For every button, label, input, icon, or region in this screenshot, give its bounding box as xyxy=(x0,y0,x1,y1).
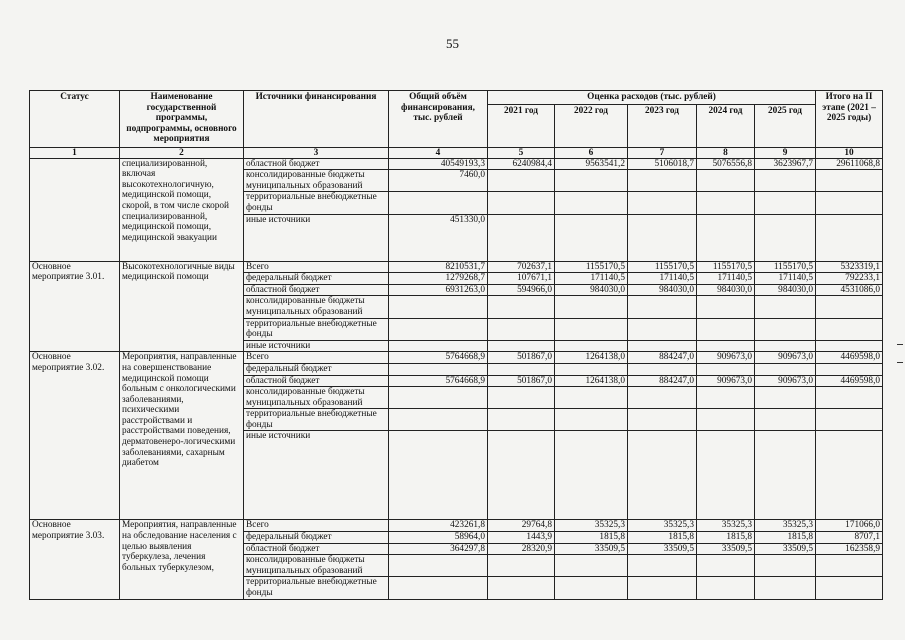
total-value-cell xyxy=(389,431,488,520)
year-value-cell: 909673,0 xyxy=(697,375,755,387)
year-value-cell: 702637,1 xyxy=(488,261,555,273)
itog-value-cell xyxy=(816,318,883,340)
source-cell: Всего xyxy=(244,352,389,364)
year-value-cell xyxy=(555,214,628,261)
total-value-cell: 8210531,7 xyxy=(389,261,488,273)
year-value-cell xyxy=(488,170,555,192)
year-value-cell xyxy=(697,340,755,352)
year-value-cell: 884247,0 xyxy=(628,352,697,364)
year-value-cell: 33509,5 xyxy=(628,543,697,555)
year-value-cell: 1264138,0 xyxy=(555,352,628,364)
header-name: Наименование государственной программы, подпрограммы, основного мероприятия xyxy=(120,91,244,148)
total-value-cell: 423261,8 xyxy=(389,520,488,532)
year-value-cell xyxy=(555,409,628,431)
status-cell: Основное мероприятие 3.02. xyxy=(30,352,120,520)
year-value-cell: 909673,0 xyxy=(697,352,755,364)
header-year: 2024 год xyxy=(697,104,755,147)
year-value-cell xyxy=(628,192,697,214)
year-value-cell xyxy=(628,577,697,599)
year-value-cell xyxy=(697,431,755,520)
year-value-cell: 984030,0 xyxy=(697,284,755,296)
status-cell: Основное мероприятие 3.01. xyxy=(30,261,120,352)
margin-mark xyxy=(897,362,903,363)
column-number: 9 xyxy=(755,147,816,158)
column-number: 8 xyxy=(697,147,755,158)
year-value-cell: 28320,9 xyxy=(488,543,555,555)
year-value-cell xyxy=(697,296,755,318)
column-number: 10 xyxy=(816,147,883,158)
year-value-cell: 1443,9 xyxy=(488,532,555,544)
header-estimate: Оценка расходов (тыс. рублей) xyxy=(488,91,816,105)
year-value-cell: 984030,0 xyxy=(555,284,628,296)
year-value-cell: 33509,5 xyxy=(755,543,816,555)
year-value-cell: 5106018,7 xyxy=(628,158,697,170)
year-value-cell: 171140,5 xyxy=(697,273,755,285)
year-value-cell: 984030,0 xyxy=(755,284,816,296)
year-value-cell xyxy=(488,296,555,318)
itog-value-cell: 792233,1 xyxy=(816,273,883,285)
year-value-cell xyxy=(628,409,697,431)
year-value-cell: 1815,8 xyxy=(697,532,755,544)
column-number: 1 xyxy=(30,147,120,158)
year-value-cell: 501867,0 xyxy=(488,375,555,387)
year-value-cell: 1815,8 xyxy=(755,532,816,544)
year-value-cell xyxy=(628,318,697,340)
year-value-cell: 1155170,5 xyxy=(555,261,628,273)
total-value-cell xyxy=(389,363,488,375)
total-value-cell: 5764668,9 xyxy=(389,375,488,387)
itog-value-cell xyxy=(816,340,883,352)
year-value-cell: 884247,0 xyxy=(628,375,697,387)
year-value-cell xyxy=(697,363,755,375)
year-value-cell: 1815,8 xyxy=(628,532,697,544)
itog-value-cell: 171066,0 xyxy=(816,520,883,532)
itog-value-cell: 8707,1 xyxy=(816,532,883,544)
year-value-cell xyxy=(755,192,816,214)
itog-value-cell xyxy=(816,170,883,192)
header-year: 2022 год xyxy=(555,104,628,147)
year-value-cell xyxy=(628,387,697,409)
year-value-cell: 107671,1 xyxy=(488,273,555,285)
itog-value-cell: 4469598,0 xyxy=(816,375,883,387)
year-value-cell: 3623967,7 xyxy=(755,158,816,170)
source-cell: Всего xyxy=(244,261,389,273)
header-year: 2025 год xyxy=(755,104,816,147)
year-value-cell: 29764,8 xyxy=(488,520,555,532)
year-value-cell: 984030,0 xyxy=(628,284,697,296)
source-cell: территориальные внебюджетные фонды xyxy=(244,318,389,340)
total-value-cell: 7460,0 xyxy=(389,170,488,192)
source-cell: территориальные внебюджетные фонды xyxy=(244,409,389,431)
itog-value-cell xyxy=(816,409,883,431)
year-value-cell xyxy=(755,409,816,431)
source-cell: областной бюджет xyxy=(244,375,389,387)
year-value-cell: 1264138,0 xyxy=(555,375,628,387)
year-value-cell: 35325,3 xyxy=(755,520,816,532)
year-value-cell xyxy=(628,214,697,261)
financing-table xyxy=(29,90,883,600)
total-value-cell xyxy=(389,296,488,318)
year-value-cell xyxy=(488,340,555,352)
year-value-cell xyxy=(555,192,628,214)
year-value-cell xyxy=(755,214,816,261)
year-value-cell: 33509,5 xyxy=(555,543,628,555)
header-total: Общий объём финансирования, тыс. рублей xyxy=(389,91,488,148)
source-cell: консолидированные бюджеты муниципальных образований xyxy=(244,296,389,318)
year-value-cell: 35325,3 xyxy=(555,520,628,532)
source-cell: иные источники xyxy=(244,214,389,261)
year-value-cell: 9563541,2 xyxy=(555,158,628,170)
year-value-cell xyxy=(488,318,555,340)
header-year: 2023 год xyxy=(628,104,697,147)
year-value-cell xyxy=(697,577,755,599)
column-number: 4 xyxy=(389,147,488,158)
total-value-cell xyxy=(389,409,488,431)
year-value-cell: 1815,8 xyxy=(555,532,628,544)
total-value-cell xyxy=(389,577,488,599)
year-value-cell: 6240984,4 xyxy=(488,158,555,170)
source-cell: федеральный бюджет xyxy=(244,363,389,375)
year-value-cell xyxy=(628,555,697,577)
itog-value-cell xyxy=(816,387,883,409)
year-value-cell xyxy=(555,340,628,352)
column-number: 7 xyxy=(628,147,697,158)
year-value-cell xyxy=(628,296,697,318)
total-value-cell: 40549193,3 xyxy=(389,158,488,170)
status-cell: Основное мероприятие 3.03. xyxy=(30,520,120,599)
year-value-cell xyxy=(697,192,755,214)
year-value-cell xyxy=(555,318,628,340)
column-number: 6 xyxy=(555,147,628,158)
year-value-cell xyxy=(488,214,555,261)
total-value-cell xyxy=(389,192,488,214)
year-value-cell xyxy=(555,555,628,577)
year-value-cell xyxy=(628,363,697,375)
year-value-cell xyxy=(488,363,555,375)
total-value-cell: 6931263,0 xyxy=(389,284,488,296)
year-value-cell: 1155170,5 xyxy=(697,261,755,273)
total-value-cell: 5764668,9 xyxy=(389,352,488,364)
itog-value-cell xyxy=(816,296,883,318)
source-cell: областной бюджет xyxy=(244,158,389,170)
year-value-cell xyxy=(697,387,755,409)
source-cell: областной бюджет xyxy=(244,543,389,555)
column-number: 2 xyxy=(120,147,244,158)
name-cell: Высокотехнологичные виды медицинской помощи xyxy=(120,261,244,352)
itog-value-cell xyxy=(816,431,883,520)
total-value-cell: 364297,8 xyxy=(389,543,488,555)
itog-value-cell xyxy=(816,555,883,577)
year-value-cell xyxy=(628,431,697,520)
total-value-cell xyxy=(389,387,488,409)
page-number: 55 xyxy=(446,36,459,51)
year-value-cell xyxy=(755,577,816,599)
itog-value-cell: 4469598,0 xyxy=(816,352,883,364)
year-value-cell xyxy=(755,318,816,340)
year-value-cell xyxy=(697,318,755,340)
year-value-cell xyxy=(755,363,816,375)
year-value-cell xyxy=(755,170,816,192)
year-value-cell xyxy=(755,296,816,318)
itog-value-cell: 5323319,1 xyxy=(816,261,883,273)
status-cell xyxy=(30,158,120,261)
itog-value-cell: 162358,9 xyxy=(816,543,883,555)
year-value-cell xyxy=(555,170,628,192)
itog-value-cell xyxy=(816,577,883,599)
header-itog: Итого на II этапе (2021 – 2025 годы) xyxy=(816,91,883,148)
header-status: Статус xyxy=(30,91,120,148)
header-year: 2021 год xyxy=(488,104,555,147)
column-number-row xyxy=(30,147,883,158)
table-row xyxy=(30,158,883,170)
total-value-cell: 1279268,7 xyxy=(389,273,488,285)
table-row xyxy=(30,352,883,364)
year-value-cell: 35325,3 xyxy=(697,520,755,532)
column-number: 3 xyxy=(244,147,389,158)
year-value-cell: 5076556,8 xyxy=(697,158,755,170)
column-number: 5 xyxy=(488,147,555,158)
year-value-cell xyxy=(697,409,755,431)
year-value-cell xyxy=(755,431,816,520)
source-cell: иные источники xyxy=(244,431,389,520)
source-cell: федеральный бюджет xyxy=(244,532,389,544)
year-value-cell xyxy=(628,340,697,352)
year-value-cell xyxy=(488,409,555,431)
source-cell: федеральный бюджет xyxy=(244,273,389,285)
itog-value-cell: 29611068,8 xyxy=(816,158,883,170)
table-row xyxy=(30,261,883,273)
year-value-cell xyxy=(555,577,628,599)
year-value-cell xyxy=(488,192,555,214)
source-cell: Всего xyxy=(244,520,389,532)
year-value-cell xyxy=(628,170,697,192)
year-value-cell: 1155170,5 xyxy=(628,261,697,273)
total-value-cell: 58964,0 xyxy=(389,532,488,544)
year-value-cell: 909673,0 xyxy=(755,352,816,364)
year-value-cell xyxy=(555,296,628,318)
year-value-cell xyxy=(755,555,816,577)
year-value-cell xyxy=(555,363,628,375)
header-row xyxy=(30,91,883,105)
total-value-cell xyxy=(389,340,488,352)
source-cell: иные источники xyxy=(244,340,389,352)
source-cell: территориальные внебюджетные фонды xyxy=(244,192,389,214)
year-value-cell xyxy=(488,431,555,520)
header-sources: Источники финансирования xyxy=(244,91,389,148)
year-value-cell: 171140,5 xyxy=(628,273,697,285)
year-value-cell xyxy=(697,170,755,192)
itog-value-cell xyxy=(816,192,883,214)
year-value-cell: 35325,3 xyxy=(628,520,697,532)
table-body xyxy=(30,158,883,599)
name-cell: Мероприятия, направленные на обследование населения с целью выявления туберкулеза, лечения больных туберкулезом, xyxy=(120,520,244,599)
year-value-cell xyxy=(555,431,628,520)
margin-mark xyxy=(897,344,903,345)
total-value-cell xyxy=(389,318,488,340)
year-value-cell: 594966,0 xyxy=(488,284,555,296)
source-cell: областной бюджет xyxy=(244,284,389,296)
year-value-cell: 171140,5 xyxy=(755,273,816,285)
year-value-cell: 171140,5 xyxy=(555,273,628,285)
year-value-cell: 501867,0 xyxy=(488,352,555,364)
year-value-cell xyxy=(488,387,555,409)
total-value-cell: 451330,0 xyxy=(389,214,488,261)
year-value-cell xyxy=(555,387,628,409)
itog-value-cell xyxy=(816,363,883,375)
year-value-cell xyxy=(488,555,555,577)
total-value-cell xyxy=(389,555,488,577)
name-cell: специализированной, включая высокотехнологичную, медицинской помощи, скорой, в том числе скорой специализированной, медицинской помощи, медицинской эвакуации xyxy=(120,158,244,261)
source-cell: консолидированные бюджеты муниципальных образований xyxy=(244,387,389,409)
name-cell: Мероприятия, направленные на совершенствование медицинской помощи больным с онкологическими заболеваниями, психическими расстройствами и расстройствами поведения, дерматовенеро-логическими заболеваниями, сахарным диабетом xyxy=(120,352,244,520)
year-value-cell xyxy=(697,214,755,261)
year-value-cell: 909673,0 xyxy=(755,375,816,387)
year-value-cell xyxy=(697,555,755,577)
year-value-cell xyxy=(488,577,555,599)
year-value-cell: 33509,5 xyxy=(697,543,755,555)
table-row xyxy=(30,520,883,532)
year-value-cell xyxy=(755,387,816,409)
itog-value-cell xyxy=(816,214,883,261)
year-value-cell: 1155170,5 xyxy=(755,261,816,273)
source-cell: консолидированные бюджеты муниципальных образований xyxy=(244,555,389,577)
itog-value-cell: 4531086,0 xyxy=(816,284,883,296)
source-cell: консолидированные бюджеты муниципальных образований xyxy=(244,170,389,192)
source-cell: территориальные внебюджетные фонды xyxy=(244,577,389,599)
year-value-cell xyxy=(755,340,816,352)
